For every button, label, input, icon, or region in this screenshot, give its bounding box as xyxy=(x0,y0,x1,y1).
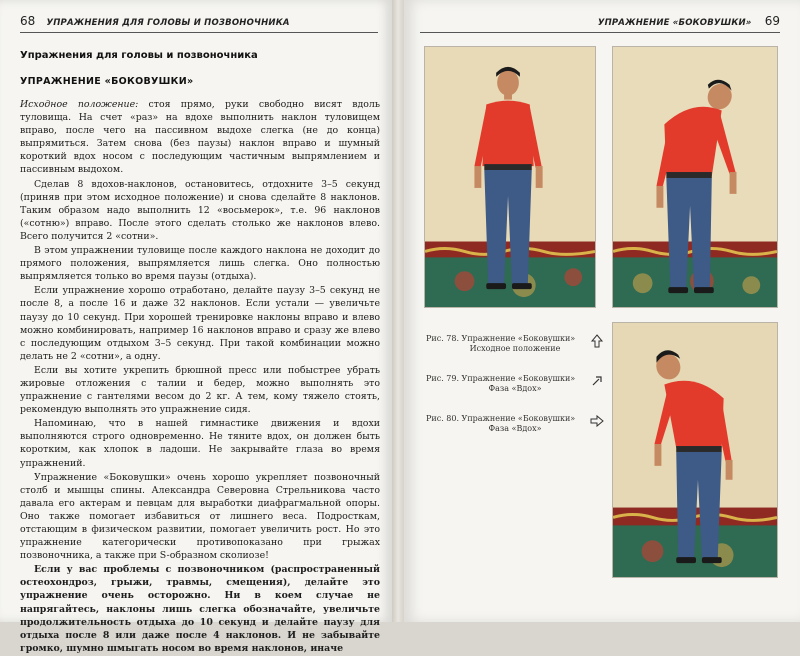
caption-title: Рис. 78. Упражнение «Боковушки» xyxy=(426,334,576,343)
caption-title: Рис. 80. Упражнение «Боковушки» xyxy=(426,414,576,423)
paragraph: Сделав 8 вдохов-наклонов, остановитесь, отдохните 3–5 секунд (приняв при этом исходное положение) и снова сделайте 8 наклонов. Таким образом надо выполнить 12 «восьмерок», т.е. 96 наклонов («сотню») вправо. После этого сделать столько же наклонов влево. Всего получится 2 «сотни». xyxy=(20,178,380,242)
photo-inhale-phase-1 xyxy=(612,46,778,308)
running-head-left xyxy=(20,14,378,28)
paragraph-lead: Исходное положение: xyxy=(20,99,139,110)
body-text xyxy=(20,98,380,656)
paragraph xyxy=(20,98,380,177)
arrow-up-icon xyxy=(590,334,604,348)
paragraph: В этом упражнении туловище после каждого наклона не доходит до прямого положения, выпрямляется лишь слегка. Оно полностью выпрямляется только во время паузы (отдыха). xyxy=(20,245,380,283)
paragraph: Если у вас проблемы с позвоночником (распространенный остеохондроз, грыжи, травмы, смещения), делайте это упражнение очень осторожно. Ни в коем случае не напрягайтесь, наклоны лишь слегка обозначайте, увеличьте продолжительность отдыха до 10 секунд и делайте паузу для отдыха после 8 или даже после 4 наклонов. И не забывайте громко, шумно шмыгать носом во время наклонов, иначе xyxy=(20,564,380,654)
header-rule-left xyxy=(20,32,378,33)
running-head-left-title: УПРАЖНЕНИЯ ДЛЯ ГОЛОВЫ И ПОЗВОНОЧНИКА xyxy=(46,18,290,28)
caption-subtitle: Фаза «Вдох» xyxy=(488,424,542,433)
page-number-right: 69 xyxy=(764,14,780,28)
caption-fig-79 xyxy=(426,374,606,394)
header-rule-right xyxy=(420,32,780,33)
photo-inhale-phase-2 xyxy=(612,322,778,578)
caption-subtitle: Фаза «Вдох» xyxy=(488,384,542,393)
caption-fig-78 xyxy=(426,334,606,354)
paragraph: Упражнение «Боковушки» очень хорошо укрепляет позвоночный столб и мышцы спины. Александра Северовна Стрельникова часто давала его актерам и певцам для выработки диафрагмальной опоры. Оно также помогает избавиться от лишнего веса. Подросткам, отстающим в физическом развитии, помогает увеличить рост. Но это упражнение категорически противопоказано при грыжах позвоночника, а также при S-образном сколиозе! xyxy=(20,471,380,562)
page-number-left: 68 xyxy=(20,14,36,28)
arrow-right-icon xyxy=(590,414,604,428)
caption-fig-80 xyxy=(426,414,606,434)
section-title: Упражнения для головы и позвоночника xyxy=(20,50,258,61)
left-page xyxy=(0,0,392,654)
exercise-title: УПРАЖНЕНИЕ «БОКОВУШКИ» xyxy=(20,76,194,87)
running-head-right xyxy=(420,14,780,28)
running-head-right-title: УПРАЖНЕНИЕ «БОКОВУШКИ» xyxy=(597,18,752,28)
paragraph: Если вы хотите укрепить брюшной пресс или побыстрее убрать жировые отложения с талии и бедер, можно выполнять это упражнение с гантелями весом до 2 кг. А тем, кому тяжело стоять, рекомендую выполнять это упражнение сидя. xyxy=(20,364,380,416)
paragraph: Напоминаю, что в нашей гимнастике движения и вдохи выполняются строго одновременно. Не тяните вдох, он должен быть коротким, как хлопок в ладоши. Не закрывайте глаза во время упражнений. xyxy=(20,418,380,469)
caption-title: Рис. 79. Упражнение «Боковушки» xyxy=(426,374,576,383)
photo-starting-position xyxy=(424,46,596,308)
book-gutter xyxy=(392,0,404,622)
caption-subtitle: Исходное положение xyxy=(469,344,561,353)
arrow-up-right-icon xyxy=(590,374,604,388)
paragraph: Если упражнение хорошо отработано, делайте паузу 3–5 секунд не после 8, а после 16 и даже 32 наклонов. Если устали — увеличьте паузу до 10 секунд. При хорошей тренировке наклоны вправо и влево можно комбинировать, например 16 наклонов вправо и сразу же влево с последующим отдыхом 3–5 секунд. При такой комбинации можно делать не 2 «сотни», а одну. xyxy=(20,285,380,362)
paragraph-text: стоя прямо, руки свободно висят вдоль туловища. На счет «раз» на вдохе выполнить наклон туловищем вправо, после чего на пассивном выдохе слегка (не до конца) выпрямиться. Затем снова (без паузы) наклон вправо и шумный короткий вдох носом с последующим частичным выпрямлением и пассивным выдохом. xyxy=(20,99,380,176)
figure-captions xyxy=(426,334,606,454)
